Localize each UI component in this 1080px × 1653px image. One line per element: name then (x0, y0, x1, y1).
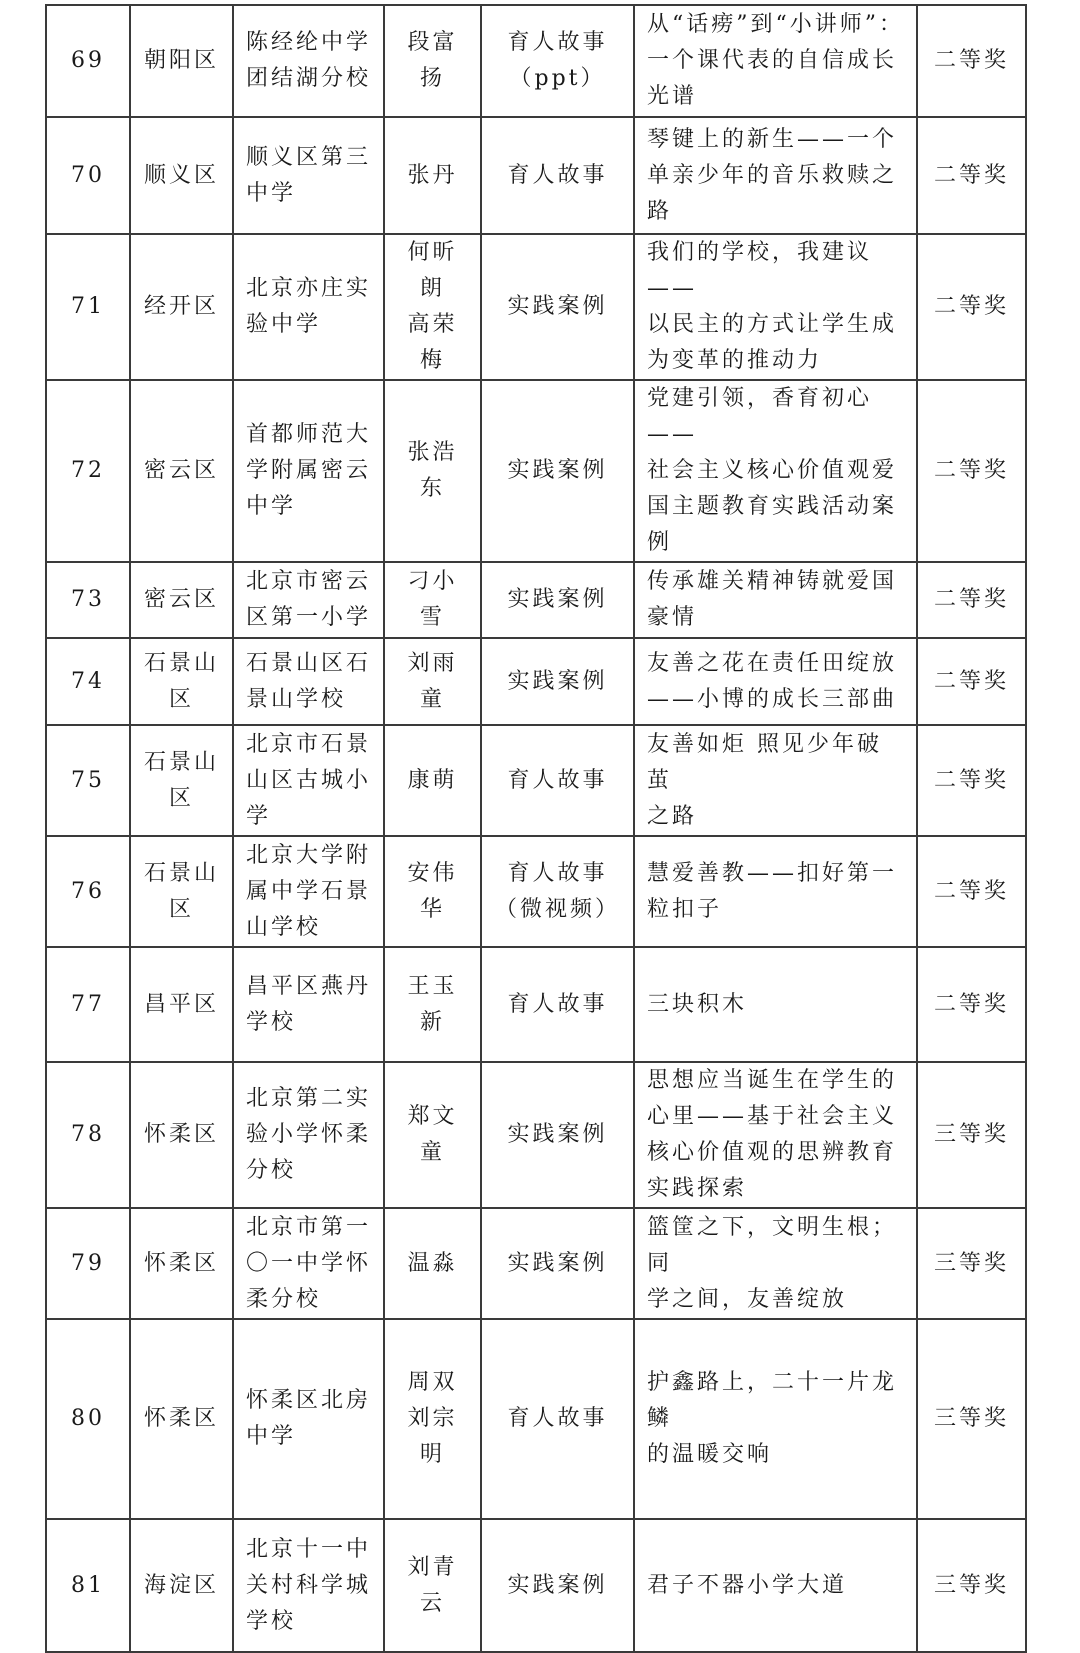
category-cell (481, 638, 634, 725)
title-cell-line: 学之间，友善绽放 (647, 1286, 848, 1312)
title-cell-line: 粒扣子 (647, 896, 723, 922)
title-cell-line: 例 (647, 530, 673, 555)
category-cell (481, 562, 634, 638)
district-cell (130, 947, 233, 1062)
author-cell (384, 638, 481, 725)
author-cell-line: 何昕朗 (407, 240, 458, 301)
district-cell (130, 380, 233, 562)
district-cell-line: 怀柔区 (143, 1250, 219, 1276)
school-cell (233, 638, 384, 725)
author-cell-line: 段富扬 (407, 30, 458, 91)
table-row (46, 725, 1026, 836)
school-cell-line: 山区古城小 (246, 767, 372, 793)
category-cell-line: 育人故事 (507, 30, 608, 55)
award-cell: 二等奖 (917, 836, 1026, 947)
category-cell (481, 380, 634, 562)
row-number: 80 (46, 1319, 130, 1519)
district-cell-line: 区 (168, 785, 194, 811)
author-cell-line: 刘雨童 (407, 650, 458, 712)
school-cell-line: 北京第二实 (246, 1086, 372, 1111)
district-cell-line: 顺义区 (143, 162, 219, 188)
district-cell (130, 1062, 233, 1208)
school-cell (233, 1319, 384, 1519)
table-row (46, 1062, 1026, 1208)
row-number: 81 (46, 1519, 130, 1652)
school-cell-line: 怀柔区北房 (246, 1388, 372, 1413)
school-cell (233, 562, 384, 638)
district-cell (130, 836, 233, 947)
category-cell-line: （微视频） (494, 896, 620, 922)
award-cell: 三等奖 (917, 1062, 1026, 1208)
author-cell-line: 周双 (407, 1370, 458, 1395)
row-number: 75 (46, 725, 130, 836)
title-cell-line: 慧爱善教——扣好第一 (647, 860, 898, 886)
title-cell-line: 传承雄关精神铸就爱国 (647, 569, 898, 594)
author-cell (384, 725, 481, 836)
row-number: 79 (46, 1208, 130, 1319)
title-cell-line: 实践探索 (647, 1176, 748, 1201)
title-cell-line: 心里——基于社会主义 (647, 1104, 898, 1129)
school-cell-line: 北京市第一 (246, 1214, 372, 1240)
author-cell (384, 1208, 481, 1319)
row-number: 72 (46, 380, 130, 562)
school-cell-line: 〇一中学怀 (246, 1250, 372, 1276)
award-cell: 二等奖 (917, 562, 1026, 638)
school-cell-line: 学 (246, 803, 272, 829)
district-cell-line: 怀柔区 (143, 1122, 219, 1147)
school-cell (233, 1062, 384, 1208)
district-cell (130, 638, 233, 725)
category-cell-line: 实践案例 (507, 458, 608, 483)
title-cell-line: 友善之花在责任田绽放 (647, 650, 898, 676)
school-cell-line: 中学 (246, 494, 297, 519)
title-cell-line: 党建引领，香育初心—— (647, 386, 873, 447)
school-cell (233, 947, 384, 1062)
category-cell-line: 实践案例 (507, 1572, 608, 1598)
table-row (46, 1319, 1026, 1519)
district-cell-line: 怀柔区 (143, 1406, 219, 1431)
category-cell (481, 234, 634, 380)
title-cell-line: 国主题教育实践活动案 (647, 494, 898, 519)
title-cell-line: 社会主义核心价值观爱 (647, 458, 898, 483)
author-cell-line: 张浩东 (407, 440, 458, 501)
title-cell (634, 562, 917, 638)
table-row (46, 1208, 1026, 1319)
district-cell-line: 石景山 (143, 860, 219, 886)
school-cell-line: 北京市石景 (246, 731, 372, 757)
title-cell-line: ——小博的成长三部曲 (647, 686, 898, 712)
title-cell (634, 1319, 917, 1519)
category-cell (481, 117, 634, 234)
awards-table (45, 4, 1027, 1653)
author-cell (384, 1062, 481, 1208)
district-cell-line: 石景山 (143, 749, 219, 775)
district-cell (130, 234, 233, 380)
school-cell-line: 陈经纶中学 (246, 30, 372, 55)
table-row (46, 638, 1026, 725)
district-cell-line: 区 (168, 896, 194, 922)
row-number: 73 (46, 562, 130, 638)
award-cell: 二等奖 (917, 380, 1026, 562)
category-cell (481, 1208, 634, 1319)
school-cell-line: 石景山区石 (246, 650, 372, 676)
author-cell (384, 117, 481, 234)
category-cell-line: 育人故事 (507, 860, 608, 886)
category-cell (481, 725, 634, 836)
author-cell-line: 王玉新 (407, 973, 458, 1035)
author-cell-line: 刁小雪 (407, 569, 458, 630)
category-cell-line: 实践案例 (507, 294, 608, 319)
author-cell-line: 张丹 (407, 162, 458, 188)
title-cell-line: 从“话痨”到“小讲师”： (647, 12, 904, 37)
district-cell-line: 区 (168, 686, 194, 712)
title-cell-line: 为变革的推动力 (647, 348, 823, 373)
category-cell (481, 947, 634, 1062)
category-cell (481, 1519, 634, 1652)
title-cell-line: 路 (647, 198, 673, 224)
title-cell-line: 护鑫路上，二十一片龙鳞 (647, 1370, 898, 1431)
school-cell-line: 首都师范大 (246, 422, 372, 447)
title-cell-line: 一个课代表的自信成长 (647, 48, 898, 73)
school-cell-line: 学附属密云 (246, 458, 372, 483)
author-cell-line: 安伟华 (407, 860, 458, 922)
category-cell-line: 育人故事 (507, 162, 608, 188)
district-cell (130, 1319, 233, 1519)
title-cell (634, 234, 917, 380)
category-cell-line: （ppt） (509, 66, 606, 91)
awards-table-body (46, 5, 1026, 1652)
title-cell (634, 117, 917, 234)
category-cell-line: 育人故事 (507, 767, 608, 793)
author-cell (384, 5, 481, 117)
school-cell (233, 1208, 384, 1319)
award-cell: 二等奖 (917, 234, 1026, 380)
author-cell-line: 康萌 (407, 767, 458, 793)
school-cell (233, 234, 384, 380)
category-cell-line: 育人故事 (507, 1406, 608, 1431)
award-cell: 二等奖 (917, 947, 1026, 1062)
award-cell: 二等奖 (917, 725, 1026, 836)
school-cell (233, 1519, 384, 1652)
district-cell-line: 石景山 (143, 650, 219, 676)
author-cell (384, 836, 481, 947)
district-cell-line: 朝阳区 (143, 48, 219, 73)
district-cell (130, 5, 233, 117)
title-cell-line: 友善如炬 照见少年破茧 (647, 731, 882, 793)
district-cell-line: 昌平区 (143, 991, 219, 1017)
table-row (46, 947, 1026, 1062)
school-cell (233, 836, 384, 947)
district-cell (130, 1208, 233, 1319)
school-cell-line: 中学 (246, 180, 297, 206)
award-cell: 三等奖 (917, 1519, 1026, 1652)
district-cell (130, 1519, 233, 1652)
category-cell-line: 育人故事 (507, 991, 608, 1017)
school-cell-line: 学校 (246, 1009, 297, 1035)
school-cell-line: 北京十一中 (246, 1536, 372, 1562)
title-cell-line: 思想应当诞生在学生的 (647, 1068, 898, 1093)
author-cell-line: 郑文童 (407, 1104, 458, 1165)
school-cell-line: 学校 (246, 1608, 297, 1634)
district-cell-line: 密云区 (143, 458, 219, 483)
school-cell-line: 北京大学附 (246, 842, 372, 868)
category-cell-line: 实践案例 (507, 1122, 608, 1147)
school-cell-line: 北京市密云 (246, 569, 372, 594)
table-row (46, 380, 1026, 562)
row-number: 76 (46, 836, 130, 947)
row-number: 71 (46, 234, 130, 380)
author-cell (384, 562, 481, 638)
title-cell (634, 947, 917, 1062)
title-cell-line: 核心价值观的思辨教育 (647, 1140, 898, 1165)
category-cell-line: 实践案例 (507, 587, 608, 612)
district-cell (130, 562, 233, 638)
school-cell (233, 117, 384, 234)
table-row (46, 562, 1026, 638)
title-cell-line: 的温暖交响 (647, 1442, 773, 1467)
title-cell (634, 380, 917, 562)
school-cell-line: 区第一小学 (246, 605, 372, 630)
award-cell: 二等奖 (917, 117, 1026, 234)
category-cell-line: 实践案例 (507, 668, 608, 694)
title-cell-line: 单亲少年的音乐救赎之 (647, 162, 898, 188)
title-cell (634, 5, 917, 117)
title-cell (634, 1062, 917, 1208)
category-cell (481, 5, 634, 117)
award-cell: 二等奖 (917, 5, 1026, 117)
district-cell-line: 密云区 (143, 587, 219, 612)
author-cell-line: 刘青云 (407, 1554, 458, 1616)
title-cell-line: 以民主的方式让学生成 (647, 312, 898, 337)
school-cell (233, 380, 384, 562)
author-cell (384, 380, 481, 562)
table-row (46, 117, 1026, 234)
author-cell (384, 1519, 481, 1652)
school-cell-line: 北京亦庄实 (246, 276, 372, 301)
table-row (46, 5, 1026, 117)
row-number: 78 (46, 1062, 130, 1208)
title-cell-line: 我们的学校，我建议—— (647, 240, 873, 301)
title-cell (634, 1519, 917, 1652)
district-cell (130, 725, 233, 836)
author-cell-line: 刘宗明 (407, 1406, 458, 1467)
school-cell-line: 山学校 (246, 914, 322, 940)
title-cell (634, 1208, 917, 1319)
award-cell: 二等奖 (917, 638, 1026, 725)
title-cell (634, 638, 917, 725)
school-cell (233, 725, 384, 836)
category-cell-line: 实践案例 (507, 1250, 608, 1276)
title-cell-line: 君子不器小学大道 (647, 1572, 848, 1598)
school-cell-line: 分校 (246, 1158, 297, 1183)
table-row (46, 234, 1026, 380)
category-cell (481, 1319, 634, 1519)
award-cell: 三等奖 (917, 1208, 1026, 1319)
row-number: 69 (46, 5, 130, 117)
title-cell (634, 725, 917, 836)
title-cell-line: 豪情 (647, 605, 698, 630)
author-cell (384, 234, 481, 380)
title-cell-line: 三块积木 (647, 991, 748, 1017)
title-cell-line: 之路 (647, 803, 698, 829)
title-cell-line: 光谱 (647, 84, 698, 109)
school-cell-line: 团结湖分校 (246, 66, 372, 91)
category-cell (481, 1062, 634, 1208)
row-number: 77 (46, 947, 130, 1062)
title-cell-line: 篮筐之下，文明生根；同 (647, 1214, 898, 1276)
school-cell-line: 属中学石景 (246, 878, 372, 904)
author-cell-line: 温淼 (407, 1250, 458, 1276)
row-number: 70 (46, 117, 130, 234)
school-cell-line: 昌平区燕丹 (246, 973, 372, 999)
school-cell (233, 5, 384, 117)
title-cell-line: 琴键上的新生——一个 (647, 126, 898, 152)
district-cell (130, 117, 233, 234)
table-row (46, 836, 1026, 947)
school-cell-line: 验小学怀柔 (246, 1122, 372, 1147)
author-cell (384, 947, 481, 1062)
author-cell-line: 高荣梅 (407, 312, 458, 373)
district-cell-line: 海淀区 (143, 1572, 219, 1598)
row-number: 74 (46, 638, 130, 725)
table-row (46, 1519, 1026, 1652)
title-cell (634, 836, 917, 947)
district-cell-line: 经开区 (143, 294, 219, 319)
school-cell-line: 关村科学城 (246, 1572, 372, 1598)
school-cell-line: 柔分校 (246, 1286, 322, 1312)
school-cell-line: 验中学 (246, 312, 322, 337)
award-cell: 三等奖 (917, 1319, 1026, 1519)
school-cell-line: 顺义区第三 (246, 144, 372, 170)
school-cell-line: 中学 (246, 1424, 297, 1449)
school-cell-line: 景山学校 (246, 686, 347, 712)
author-cell (384, 1319, 481, 1519)
category-cell (481, 836, 634, 947)
